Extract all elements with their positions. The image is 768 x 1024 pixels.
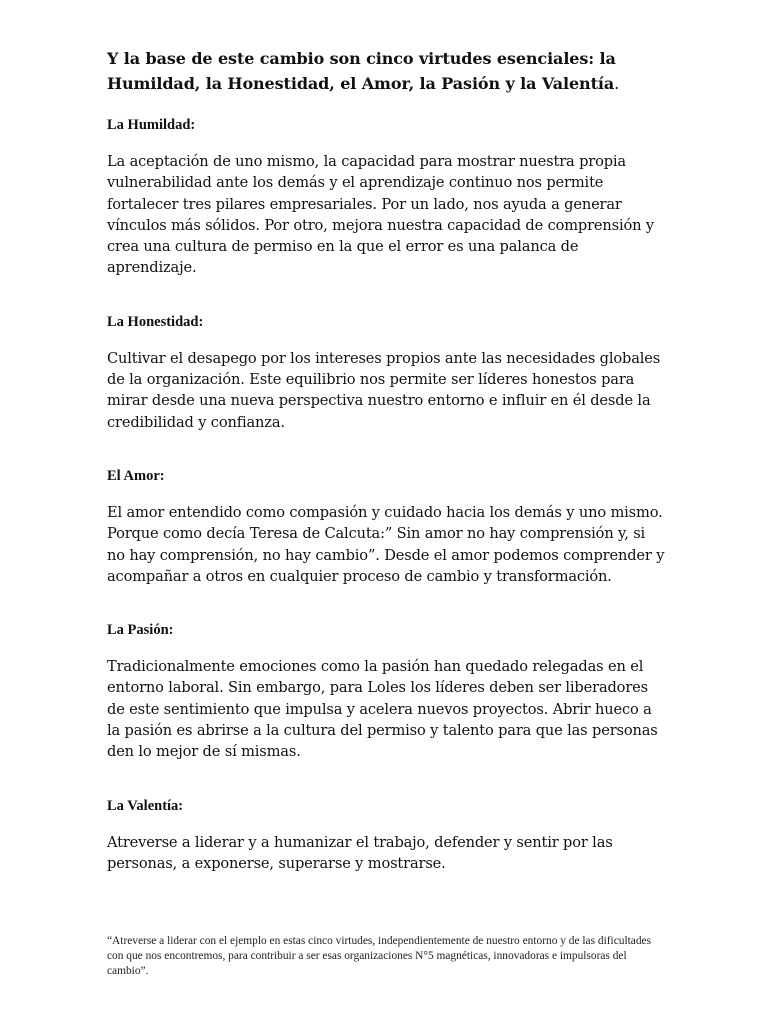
section-body: Cultivar el desapego por los intereses propios ante las necesidades globales de la organización. Este equilibrio nos permite ser líderes honestos para mirar desde una nueva perspectiva nuestro entorno e influir en él desde la credibilidad y confianza. bbox=[107, 349, 661, 431]
section-humildad bbox=[107, 116, 667, 279]
section-body: Tradicionalmente emociones como la pasión han quedado relegadas en el entorno laboral. Sin embargo, para Loles los líderes deben ser liberadores de este sentimiento que impulsa y acelera nuevos proyectos. Abrir hueco a la pasión es abrirse a la cultura del permiso y talento para que las personas den lo mejor de sí mismas. bbox=[107, 658, 658, 761]
section-honestidad bbox=[107, 313, 667, 433]
document-title bbox=[107, 46, 667, 96]
section-amor bbox=[107, 467, 667, 587]
closing-quote: “Atreverse a liderar con el ejemplo en estas cinco virtudes, independientemente de nuestro entorno y de las dificultades con que nos encontremos, para contribuir a ser esas organizaciones N°5 magnéticas, innovadoras e impulsoras del cambio”. bbox=[107, 935, 652, 977]
section-heading: La Pasión: bbox=[107, 622, 174, 639]
section-heading: La Valentía: bbox=[107, 797, 184, 814]
document-title-text: Y la base de este cambio son cinco virtudes esenciales: la Humildad, la Honestidad, el Amor, la Pasión y la Valentía bbox=[107, 49, 616, 93]
section-body: La aceptación de uno mismo, la capacidad para mostrar nuestra propia vulnerabilidad ante los demás y el aprendizaje continuo nos permite fortalecer tres pilares empresariales. Por un lado, nos ayuda a generar vínculos más sólidos. Por otro, mejora nuestra capacidad de comprensión y crea una cultura de permiso en la que el error es una palanca de aprendizaje. bbox=[107, 153, 654, 277]
section-heading: La Humildad: bbox=[107, 117, 196, 133]
document-page bbox=[107, 46, 667, 908]
section-body: Atreverse a liderar y a humanizar el trabajo, defender y sentir por las personas, a exponerse, superarse y mostrarse. bbox=[107, 833, 613, 872]
section-heading: La Honestidad: bbox=[107, 313, 204, 330]
section-valentia bbox=[107, 797, 667, 875]
section-pasion bbox=[107, 621, 667, 762]
section-body: El amor entendido como compasión y cuidado hacia los demás y uno mismo. Porque como decía Teresa de Calcuta:” Sin amor no hay comprensión y, si no hay comprensión, no hay cambio”. Desde el amor podemos comprender y acompañar a otros en cualquier proceso de cambio y transformación. bbox=[107, 503, 665, 585]
document-title-period: . bbox=[614, 74, 620, 93]
section-heading: El Amor: bbox=[107, 467, 165, 484]
